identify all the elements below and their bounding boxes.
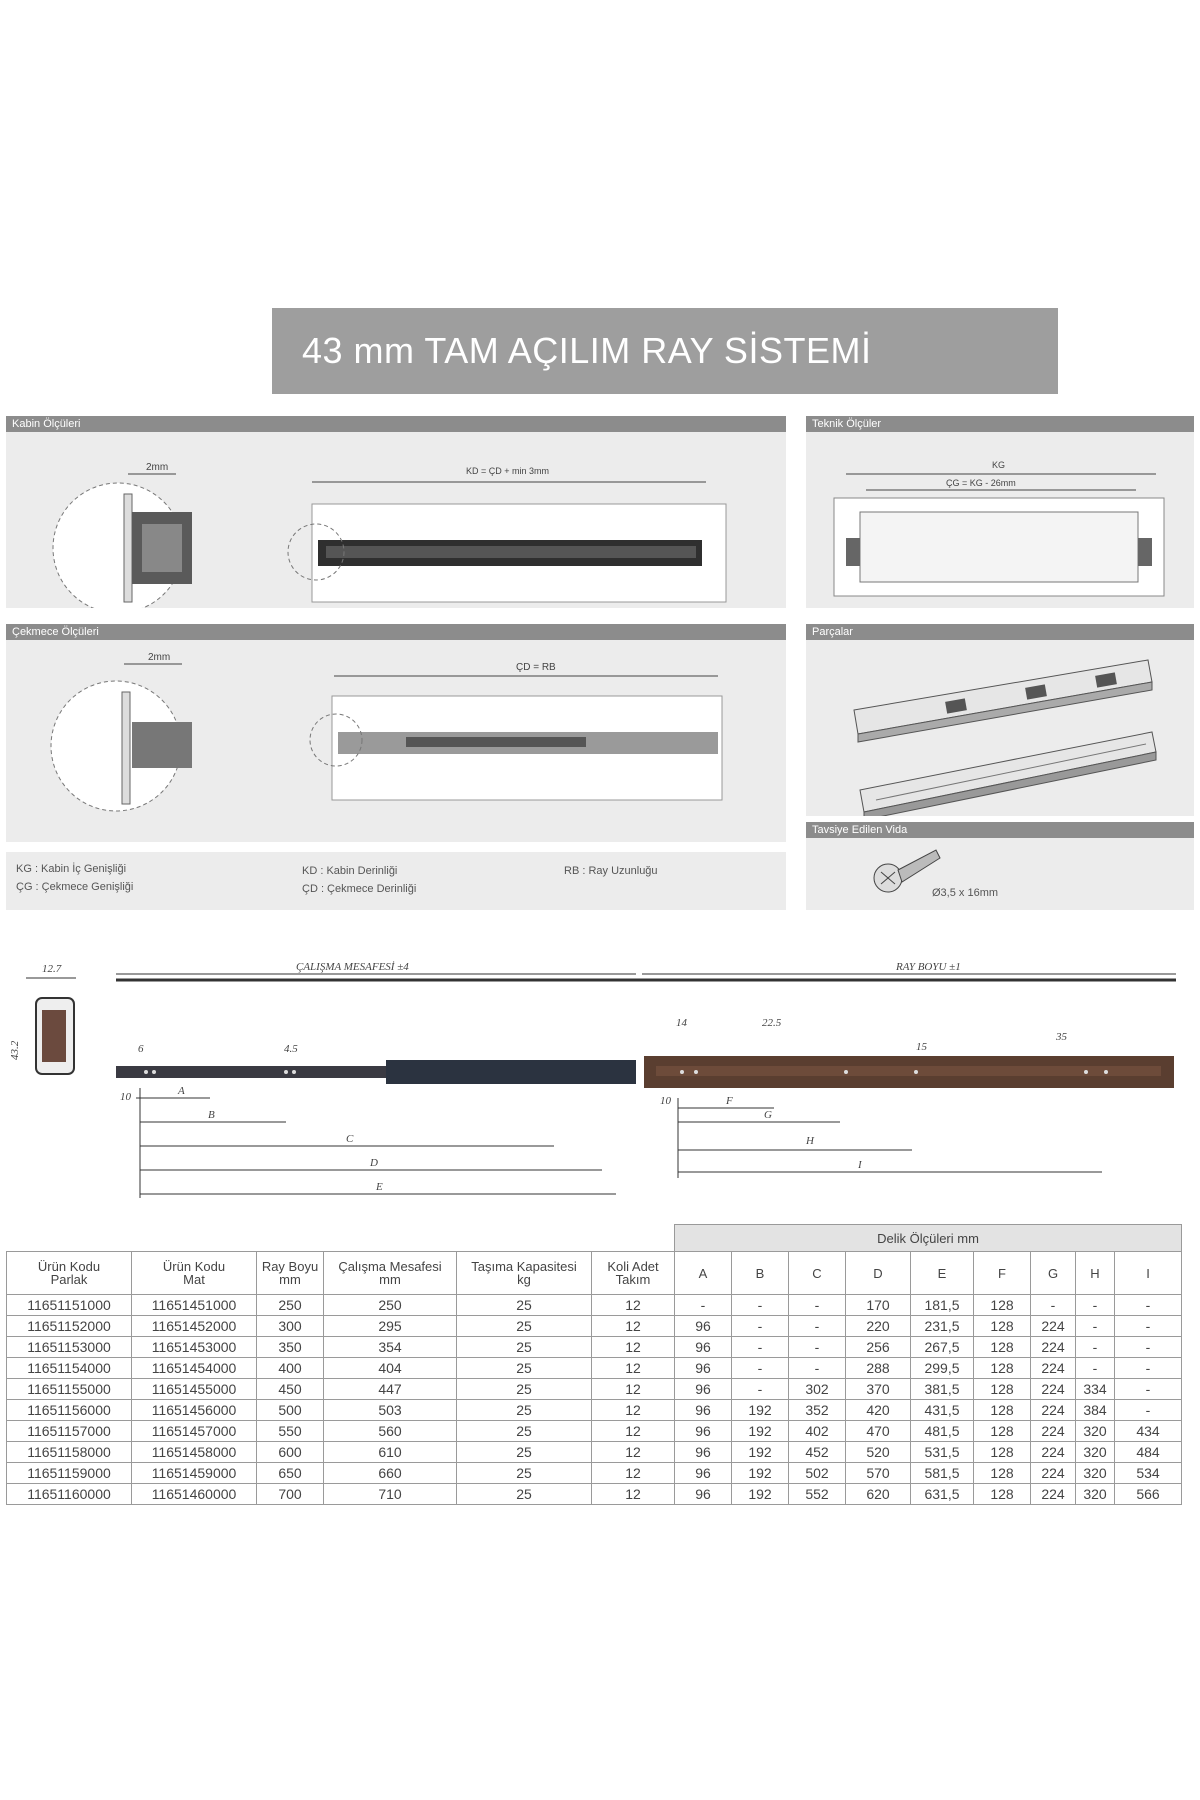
table-cell: 560 xyxy=(324,1421,457,1442)
table-cell: 192 xyxy=(732,1421,789,1442)
table-cell: 25 xyxy=(457,1295,592,1316)
spec-table xyxy=(6,1224,1182,1505)
table-cell: 503 xyxy=(324,1400,457,1421)
col-tasima: Taşıma Kapasitesi kg xyxy=(457,1252,592,1295)
table-row xyxy=(7,1463,1182,1484)
table-row xyxy=(7,1379,1182,1400)
table-cell: - xyxy=(1076,1295,1115,1316)
table-cell: 11651152000 xyxy=(7,1316,132,1337)
dim-small-8: 15 xyxy=(916,1041,927,1053)
table-cell: 334 xyxy=(1076,1379,1115,1400)
table-cell: 128 xyxy=(974,1337,1031,1358)
kabin-formula: KD = ÇD + min 3mm xyxy=(466,466,550,476)
table-cell: 452 xyxy=(789,1442,846,1463)
table-cell: - xyxy=(732,1295,789,1316)
table-cell: 12 xyxy=(592,1295,675,1316)
table-cell: 12 xyxy=(592,1400,675,1421)
panel-vida-heading: Tavsiye Edilen Vida xyxy=(806,822,1194,838)
parcalar-drawing xyxy=(806,640,1194,816)
table-cell: 610 xyxy=(324,1442,457,1463)
dim-I: I xyxy=(858,1159,862,1171)
teknik-kg: KG xyxy=(992,460,1006,470)
table-cell: 12 xyxy=(592,1316,675,1337)
cekmece-detail-dim: 2mm xyxy=(148,652,171,663)
col-F: F xyxy=(974,1252,1031,1295)
table-cell: 192 xyxy=(732,1400,789,1421)
technical-drawing xyxy=(6,948,1196,1203)
table-cell: 224 xyxy=(1031,1379,1076,1400)
table-cell: 192 xyxy=(732,1442,789,1463)
panel-parcalar xyxy=(806,624,1194,816)
table-cell: 12 xyxy=(592,1442,675,1463)
page-title: 43 mm TAM AÇILIM RAY SİSTEMİ xyxy=(302,330,872,371)
dim-small-6: 22.5 xyxy=(762,1017,782,1029)
col-B: B xyxy=(732,1252,789,1295)
legend-cg: ÇG : Çekmece Genişliği xyxy=(16,881,134,893)
table-cell: 25 xyxy=(457,1400,592,1421)
table-cell: 381,5 xyxy=(911,1379,974,1400)
table-cell: 434 xyxy=(1115,1421,1182,1442)
table-cell: 224 xyxy=(1031,1421,1076,1442)
table-cell: 11651453000 xyxy=(132,1337,257,1358)
panel-vida xyxy=(806,822,1194,910)
table-cell: - xyxy=(732,1337,789,1358)
col-C: C xyxy=(789,1252,846,1295)
table-cell: 320 xyxy=(1076,1484,1115,1505)
vida-size: Ø3,5 x 16mm xyxy=(932,887,999,899)
legend-panel xyxy=(6,852,786,910)
table-cell: 370 xyxy=(846,1379,911,1400)
table-cell: 25 xyxy=(457,1316,592,1337)
col-G: G xyxy=(1031,1252,1076,1295)
table-cell: 400 xyxy=(257,1358,324,1379)
table-row xyxy=(7,1442,1182,1463)
table-cell: 352 xyxy=(789,1400,846,1421)
cekmece-formula: ÇD = RB xyxy=(516,662,556,673)
table-cell: 300 xyxy=(257,1316,324,1337)
table-cell: 620 xyxy=(846,1484,911,1505)
table-row xyxy=(7,1316,1182,1337)
table-cell: 25 xyxy=(457,1379,592,1400)
table-cell: 96 xyxy=(675,1421,732,1442)
table-cell: 531,5 xyxy=(911,1442,974,1463)
table-cell: 128 xyxy=(974,1400,1031,1421)
table-cell: 502 xyxy=(789,1463,846,1484)
dim-ray-boyu: RAY BOYU ±1 xyxy=(896,961,961,973)
table-cell: 11651460000 xyxy=(132,1484,257,1505)
table-cell: 25 xyxy=(457,1484,592,1505)
hole-group-header: Delik Ölçüleri mm xyxy=(675,1225,1182,1252)
table-cell: 402 xyxy=(789,1421,846,1442)
table-cell: 12 xyxy=(592,1337,675,1358)
table-cell: 470 xyxy=(846,1421,911,1442)
table-cell: 12 xyxy=(592,1484,675,1505)
dim-E: E xyxy=(376,1181,383,1193)
table-cell: - xyxy=(732,1358,789,1379)
table-cell: 660 xyxy=(324,1463,457,1484)
table-cell: 96 xyxy=(675,1358,732,1379)
col-H: H xyxy=(1076,1252,1115,1295)
legend-rb: RB : Ray Uzunluğu xyxy=(564,865,658,877)
table-cell: 250 xyxy=(324,1295,457,1316)
table-cell: 552 xyxy=(789,1484,846,1505)
table-cell: 224 xyxy=(1031,1400,1076,1421)
table-cell: 220 xyxy=(846,1316,911,1337)
table-cell: - xyxy=(1076,1358,1115,1379)
table-cell: 11651156000 xyxy=(7,1400,132,1421)
table-cell: 299,5 xyxy=(911,1358,974,1379)
table-cell: 96 xyxy=(675,1379,732,1400)
legend-kd: KD : Kabin Derinliği xyxy=(302,865,398,877)
dim-B: B xyxy=(208,1109,215,1121)
dim-height: 43.2 xyxy=(9,1040,21,1060)
table-cell: - xyxy=(789,1295,846,1316)
table-cell: 181,5 xyxy=(911,1295,974,1316)
table-cell: 128 xyxy=(974,1316,1031,1337)
table-cell: 500 xyxy=(257,1400,324,1421)
table-cell: 224 xyxy=(1031,1358,1076,1379)
table-cell: 267,5 xyxy=(911,1337,974,1358)
dim-A: A xyxy=(178,1085,185,1097)
table-cell: - xyxy=(1115,1316,1182,1337)
table-cell: 12 xyxy=(592,1358,675,1379)
table-cell: 11651457000 xyxy=(132,1421,257,1442)
table-cell: 224 xyxy=(1031,1337,1076,1358)
dim-width: 12.7 xyxy=(42,963,62,975)
kabin-detail-dim: 2mm xyxy=(146,462,169,473)
col-mat: Ürün Kodu Mat xyxy=(132,1252,257,1295)
table-cell: 128 xyxy=(974,1484,1031,1505)
dim-calisma: ÇALIŞMA MESAFESİ ±4 xyxy=(296,961,409,973)
teknik-cg: ÇG = KG - 26mm xyxy=(946,478,1016,488)
table-cell: 650 xyxy=(257,1463,324,1484)
table-cell: 447 xyxy=(324,1379,457,1400)
col-A: A xyxy=(675,1252,732,1295)
table-cell: 550 xyxy=(257,1421,324,1442)
table-cell: 11651154000 xyxy=(7,1358,132,1379)
table-cell: - xyxy=(675,1295,732,1316)
col-E: E xyxy=(911,1252,974,1295)
table-cell: 320 xyxy=(1076,1421,1115,1442)
table-cell: - xyxy=(1115,1400,1182,1421)
table-cell: - xyxy=(789,1337,846,1358)
table-cell: 25 xyxy=(457,1421,592,1442)
table-cell: 11651458000 xyxy=(132,1442,257,1463)
panel-parcalar-heading: Parçalar xyxy=(806,624,1194,640)
table-row xyxy=(7,1358,1182,1379)
col-ray-boyu: Ray Boyu mm xyxy=(257,1252,324,1295)
table-cell: 25 xyxy=(457,1358,592,1379)
table-cell: 96 xyxy=(675,1463,732,1484)
col-D: D xyxy=(846,1252,911,1295)
table-row xyxy=(7,1295,1182,1316)
table-cell: 96 xyxy=(675,1316,732,1337)
table-cell: 256 xyxy=(846,1337,911,1358)
spec-table-body xyxy=(7,1295,1182,1505)
table-cell: 295 xyxy=(324,1316,457,1337)
legend-kg: KG : Kabin İç Genişliği xyxy=(16,863,127,875)
kabin-drawing xyxy=(6,432,786,608)
panel-kabin-heading: Kabin Ölçüleri xyxy=(6,416,786,432)
table-cell: 11651456000 xyxy=(132,1400,257,1421)
table-cell: 570 xyxy=(846,1463,911,1484)
table-cell: 631,5 xyxy=(911,1484,974,1505)
table-cell: 481,5 xyxy=(911,1421,974,1442)
dim-small-3: 10 xyxy=(120,1091,131,1103)
table-cell: 11651454000 xyxy=(132,1358,257,1379)
table-cell: 581,5 xyxy=(911,1463,974,1484)
panel-teknik-heading: Teknik Ölçüler xyxy=(806,416,1194,432)
table-cell: 231,5 xyxy=(911,1316,974,1337)
table-cell: 11651155000 xyxy=(7,1379,132,1400)
table-cell: 302 xyxy=(789,1379,846,1400)
table-cell: - xyxy=(789,1316,846,1337)
table-cell: 320 xyxy=(1076,1442,1115,1463)
table-cell: 288 xyxy=(846,1358,911,1379)
table-cell: 96 xyxy=(675,1442,732,1463)
table-cell: 11651153000 xyxy=(7,1337,132,1358)
table-cell: 12 xyxy=(592,1379,675,1400)
dim-G: G xyxy=(764,1109,772,1121)
table-header-row xyxy=(7,1252,1182,1295)
dim-C: C xyxy=(346,1133,354,1145)
dim-F: F xyxy=(726,1095,733,1107)
title-banner xyxy=(272,308,1058,394)
table-cell: 431,5 xyxy=(911,1400,974,1421)
panel-cekmece xyxy=(6,624,786,842)
table-cell: 710 xyxy=(324,1484,457,1505)
table-cell: 420 xyxy=(846,1400,911,1421)
table-cell: - xyxy=(1115,1379,1182,1400)
table-cell: - xyxy=(1115,1337,1182,1358)
table-cell: 450 xyxy=(257,1379,324,1400)
table-cell: 384 xyxy=(1076,1400,1115,1421)
table-cell: 11651151000 xyxy=(7,1295,132,1316)
table-cell: - xyxy=(1076,1316,1115,1337)
table-cell: 11651160000 xyxy=(7,1484,132,1505)
table-cell: 128 xyxy=(974,1358,1031,1379)
col-I: I xyxy=(1115,1252,1182,1295)
table-cell: - xyxy=(1076,1337,1115,1358)
table-cell: 534 xyxy=(1115,1463,1182,1484)
table-cell: - xyxy=(732,1316,789,1337)
table-cell: 700 xyxy=(257,1484,324,1505)
dim-small-5: 14 xyxy=(676,1017,687,1029)
table-cell: 11651452000 xyxy=(132,1316,257,1337)
table-cell: 320 xyxy=(1076,1463,1115,1484)
table-cell: 128 xyxy=(974,1379,1031,1400)
table-cell: 128 xyxy=(974,1442,1031,1463)
table-cell: 11651451000 xyxy=(132,1295,257,1316)
panel-teknik xyxy=(806,416,1194,608)
table-cell: 224 xyxy=(1031,1463,1076,1484)
table-cell: - xyxy=(1031,1295,1076,1316)
dim-H: H xyxy=(806,1135,814,1147)
table-cell: - xyxy=(1115,1358,1182,1379)
panel-kabin xyxy=(6,416,786,608)
table-row xyxy=(7,1400,1182,1421)
teknik-drawing xyxy=(806,432,1194,608)
table-cell: 600 xyxy=(257,1442,324,1463)
table-cell: 96 xyxy=(675,1337,732,1358)
table-cell: 224 xyxy=(1031,1442,1076,1463)
table-cell: 170 xyxy=(846,1295,911,1316)
table-cell: 128 xyxy=(974,1463,1031,1484)
table-cell: 224 xyxy=(1031,1484,1076,1505)
cekmece-drawing xyxy=(6,640,786,842)
col-koli: Koli Adet Takım xyxy=(592,1252,675,1295)
table-cell: 484 xyxy=(1115,1442,1182,1463)
table-cell: 11651158000 xyxy=(7,1442,132,1463)
dim-D: D xyxy=(370,1157,378,1169)
table-cell: - xyxy=(732,1379,789,1400)
col-calisma: Çalışma Mesafesi mm xyxy=(324,1252,457,1295)
dim-small-2: 4.5 xyxy=(284,1043,298,1055)
table-cell: 192 xyxy=(732,1463,789,1484)
col-parlak: Ürün Kodu Parlak xyxy=(7,1252,132,1295)
table-cell: 350 xyxy=(257,1337,324,1358)
table-cell: 128 xyxy=(974,1421,1031,1442)
dim-small-7: 35 xyxy=(1056,1031,1067,1043)
table-cell: 354 xyxy=(324,1337,457,1358)
table-row xyxy=(7,1337,1182,1358)
legend-cd: ÇD : Çekmece Derinliği xyxy=(302,883,417,895)
table-cell: 11651459000 xyxy=(132,1463,257,1484)
table-cell: 224 xyxy=(1031,1316,1076,1337)
table-cell: 11651455000 xyxy=(132,1379,257,1400)
dim-small-1: 6 xyxy=(138,1043,144,1055)
table-cell: 25 xyxy=(457,1442,592,1463)
table-cell: 12 xyxy=(592,1421,675,1442)
table-cell: 25 xyxy=(457,1463,592,1484)
table-cell: 11651159000 xyxy=(7,1463,132,1484)
table-row xyxy=(7,1484,1182,1505)
table-row xyxy=(7,1421,1182,1442)
table-cell: 192 xyxy=(732,1484,789,1505)
table-cell: - xyxy=(1115,1295,1182,1316)
panel-cekmece-heading: Çekmece Ölçüleri xyxy=(6,624,786,640)
table-cell: 404 xyxy=(324,1358,457,1379)
table-cell: 250 xyxy=(257,1295,324,1316)
table-cell: 128 xyxy=(974,1295,1031,1316)
table-cell: 520 xyxy=(846,1442,911,1463)
table-cell: 25 xyxy=(457,1337,592,1358)
table-cell: - xyxy=(789,1358,846,1379)
table-cell: 12 xyxy=(592,1463,675,1484)
dim-small-4: 10 xyxy=(660,1095,671,1107)
table-cell: 96 xyxy=(675,1484,732,1505)
table-cell: 11651157000 xyxy=(7,1421,132,1442)
table-cell: 566 xyxy=(1115,1484,1182,1505)
table-cell: 96 xyxy=(675,1400,732,1421)
